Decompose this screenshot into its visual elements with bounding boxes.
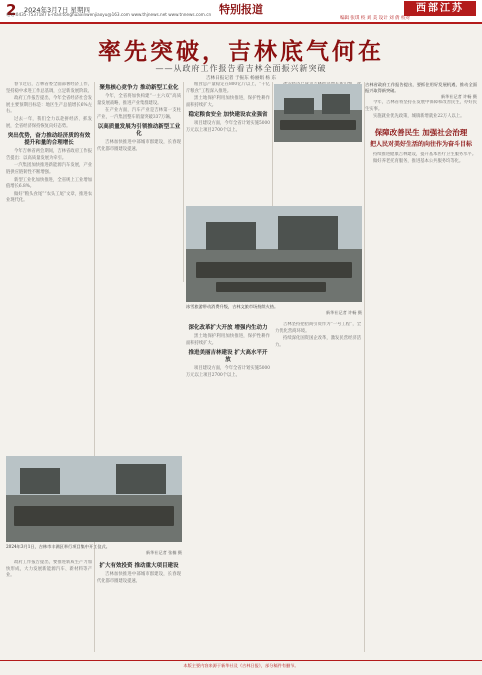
sidebar-body bbox=[365, 152, 477, 167]
news-photo-right bbox=[274, 84, 362, 142]
paragraph: 春节过后，吉林省委全面部署经济工作，坚持稳中求进工作总基调，立足新发展阶段。 bbox=[6, 82, 92, 94]
paragraph: 新型工业化加快推进，全省规上工业增加值增长6.8%。 bbox=[6, 177, 92, 190]
paragraph: 政府工作报告提出，要推进新质生产力加快形成，大力发展新能源汽车、新材料等产业。 bbox=[6, 560, 92, 579]
paragraph: 一汽集团加快推进新能源汽车发展，产业链供应链韧性不断增强。 bbox=[6, 163, 92, 175]
paragraph: 吉林加快推进中部城市群建设，长春现代化都市圈建设提速。 bbox=[97, 140, 181, 152]
section-heading: 以高质量发展为引领推动新型工业化 bbox=[97, 124, 181, 138]
article-column-3-lower bbox=[186, 322, 270, 652]
article-byline: 吉林日报记者 于振东 杨丽娟 杨 东 bbox=[205, 76, 277, 81]
article-headline: 率先突破，吉林底气何在 bbox=[98, 38, 384, 65]
paragraph: 持续深化国资国企改革，激发民营经济活力。 bbox=[275, 336, 361, 348]
paragraph: 实施就业优先政策，城镇新增就业22万人以上。 bbox=[373, 114, 465, 120]
photo-credit: 新华社记者 许畅 摄 bbox=[325, 310, 362, 315]
article-column-4-lower bbox=[275, 322, 361, 652]
section-heading: 稳定粮食安全 加快建设农业强省 bbox=[188, 112, 268, 119]
photo-caption bbox=[6, 544, 182, 556]
article-column-2 bbox=[97, 82, 181, 292]
paragraph: 在产业方面，汽车产业是吉林第一支柱产业，一汽集团整车销量突破337万辆。 bbox=[97, 108, 181, 120]
page-footer: 本版主要内容来源于新华社及《吉林日报》，部分稿件有删节。 bbox=[183, 663, 299, 668]
paragraph: 过去一年，我们全力以赴拼经济、抓发展，全省经济保持恢复向好态势。 bbox=[6, 116, 92, 129]
sidebar-caption bbox=[365, 82, 477, 100]
section-heading: 深化改革扩大开放 增强内生动力 bbox=[188, 325, 268, 331]
sidebar bbox=[365, 82, 477, 167]
paragraph: 政府工作报告提出，今年全省经济社会发展主要预期目标是：地区生产总值增长6%左右。 bbox=[6, 96, 92, 115]
paragraph: 黑土地保护利用加快推进，保护性耕作面积持续扩大。 bbox=[186, 96, 270, 108]
news-photo-center bbox=[186, 206, 362, 302]
paragraph: 做好养老托育服务，推进基本公共服务均等化。 bbox=[373, 159, 464, 165]
column-divider bbox=[94, 82, 95, 652]
column-divider bbox=[364, 82, 365, 652]
paragraph: 吉林坚持把招商引资作为“一号工程”，全力优化营商环境。 bbox=[275, 322, 361, 334]
article-column-1 bbox=[6, 82, 92, 452]
caption-text: 吉林省政府工作报告提出，要抓住用好发展机遇，推动全面振兴取得新突破。 bbox=[365, 82, 477, 93]
sidebar-body bbox=[365, 100, 477, 122]
paragraph: 持续推进健康吉林建设，提升基本医疗卫生服务水平。 bbox=[373, 151, 477, 157]
page-number: 2 bbox=[6, 1, 17, 19]
contact-info: 电话:0435-7537187 E-mail:tonghuaxinwenjiaoyu@163.com www.thjnews.net www.tnnews.com.cn bbox=[6, 12, 212, 17]
paragraph: 今年，吉林省将坚持在发展中保障和改善民生，办好民生实事。 bbox=[365, 100, 477, 112]
photo-credit: 新华社记者 许畅 摄 bbox=[440, 94, 477, 99]
sidebar-heading: 保障改善民生 加强社会治理 bbox=[374, 127, 468, 137]
section-heading: 聚焦核心竞争力 推动新型工业化 bbox=[99, 85, 179, 91]
news-photo-left bbox=[6, 456, 182, 542]
section-heading: 扩大有效投资 推动重大项目建设 bbox=[99, 563, 179, 569]
column-divider bbox=[183, 82, 184, 282]
article-column-1-lower bbox=[6, 560, 92, 652]
paragraph: 粮食总产量稳定在800亿斤以上，“千亿斤粮食”工程深入推进。 bbox=[186, 82, 270, 94]
article-column-2-lower bbox=[97, 560, 181, 652]
newspaper-logo: 西部江苏 bbox=[404, 1, 476, 16]
paragraph: 今年，全省将加快构建“一主六双”高质量发展战略，推进产业集群建设。 bbox=[97, 94, 181, 106]
paragraph: 项目建设方面，今年全省计划实施5000万元以上项目2700个以上。 bbox=[186, 121, 270, 133]
paragraph: 做好“粮头食尾”“农头工尾”文章，推进农业现代化。 bbox=[6, 191, 92, 204]
caption-text: 冰雪旅游带动消费升级，吉林文旅市场持续火热。 bbox=[186, 304, 279, 309]
article-subheadline: ——从政府工作报告看吉林全面振兴新突破 bbox=[155, 64, 327, 73]
section-heading: 推进美丽吉林建设 扩大高水平开放 bbox=[188, 350, 268, 364]
paragraph: 项目建设方面，今年全省计划实施5000万元以上项目2700个以上。 bbox=[186, 366, 270, 378]
section-heading: 突出优势，奋力推动经济质的有效提升和量的合理增长 bbox=[7, 133, 91, 147]
footer-divider bbox=[0, 660, 482, 661]
editor-credits: 编辑 张琪 校 刘 美 设计 刘 倩 校对 bbox=[340, 16, 410, 21]
paragraph: 黑土地保护利用加快推进，保护性耕作面积持续扩大。 bbox=[186, 334, 270, 346]
masthead-divider bbox=[0, 22, 482, 24]
photo-credit: 新华社记者 张楠 摄 bbox=[145, 550, 182, 555]
photo-caption bbox=[186, 304, 362, 316]
paragraph: 今年吉林省两会期间，吉林省政府工作报告提出：以高质量发展为牵引。 bbox=[6, 149, 92, 161]
section-title: 特别报道 bbox=[219, 3, 263, 16]
issue-date: 2024年3月7日 星期四 bbox=[24, 6, 90, 14]
sidebar-subheading: 把人民对美好生活的向往作为奋斗目标 bbox=[369, 140, 472, 148]
paragraph: 吉林加快推进中部城市群建设，长春现代化都市圈建设提速。 bbox=[97, 572, 181, 584]
caption-text: 2024年3月1日，吉林市丰满区举行项目集中开工仪式。 bbox=[6, 544, 110, 549]
